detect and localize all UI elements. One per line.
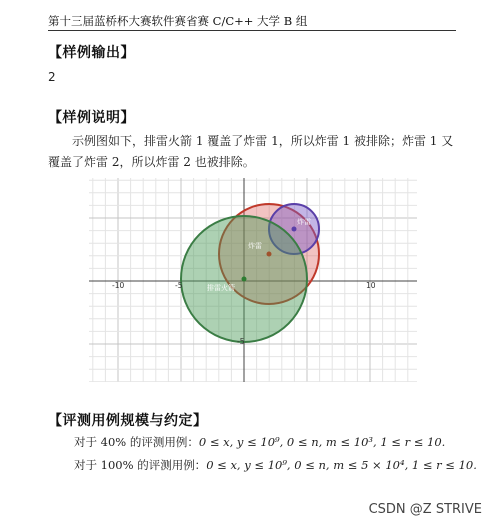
tick-x-neg10: -10 <box>112 281 125 290</box>
sample-explanation-text: 示例图如下，排雷火箭 1 覆盖了炸雷 1，所以炸雷 1 被排除；炸雷 1 又覆盖了炸雷 2，所以炸雷 2 也被排除。 <box>48 134 454 169</box>
scale-line-40 <box>74 434 445 450</box>
rocket-label: 排雷火箭 <box>207 284 235 292</box>
scale-line-40-prefix: 对于 40% 的评测用例： <box>74 435 199 449</box>
tick-y-neg5: -5 <box>237 337 245 346</box>
bomb-2-center <box>292 227 297 232</box>
scale-title: 【评测用例规模与约定】 <box>48 413 208 429</box>
rocket-center <box>242 277 247 282</box>
sample-output-value: 2 <box>48 70 56 84</box>
scale-line-40-math: 0 ≤ x, y ≤ 10⁹, 0 ≤ n, m ≤ 10³, 1 ≤ r ≤ 10. <box>198 435 446 449</box>
watermark: CSDN @Z STRIVE <box>368 502 482 517</box>
bomb-2-label: 炸雷 <box>297 218 311 226</box>
scale-line-100-math: 0 ≤ x, y ≤ 10⁹, 0 ≤ n, m ≤ 5 × 10⁴, 1 ≤ r ≤ 10. <box>206 458 477 472</box>
example-figure <box>89 178 417 386</box>
sample-explanation-title: 【样例说明】 <box>48 110 135 126</box>
sample-output-title: 【样例输出】 <box>48 45 135 61</box>
bomb-1-center <box>267 252 272 257</box>
scale-line-100-prefix: 对于 100% 的评测用例： <box>74 458 207 472</box>
page-header: 第十三届蓝桥杯大赛软件赛省赛 C/C++ 大学 B 组 <box>48 14 308 28</box>
tick-x-neg5: -5 <box>175 281 183 290</box>
bomb-1-label: 炸雷 <box>248 242 262 250</box>
tick-x-10: 10 <box>366 281 376 290</box>
header-rule <box>48 30 456 31</box>
coordinate-plot <box>89 178 417 382</box>
scale-line-100 <box>74 457 477 473</box>
